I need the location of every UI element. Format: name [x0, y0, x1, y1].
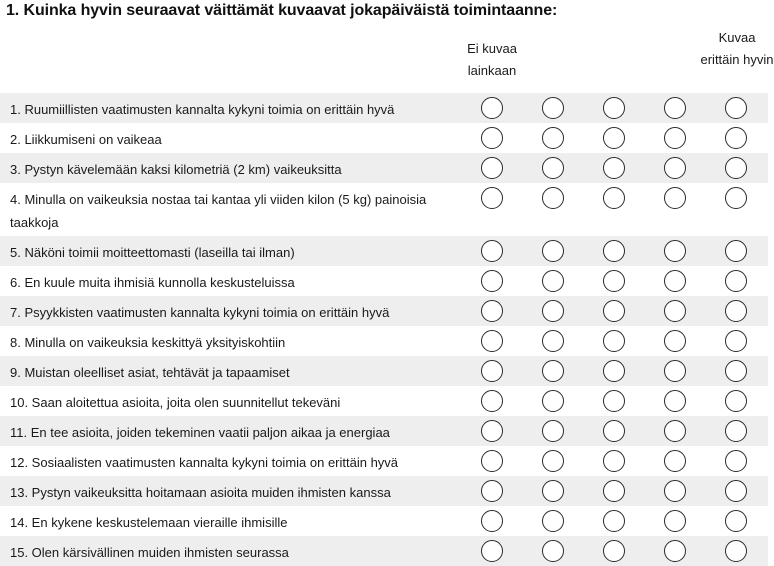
statement-row — [0, 506, 768, 536]
rating-radio-3[interactable] — [603, 450, 625, 472]
rating-radio-1[interactable] — [481, 360, 503, 382]
rating-radio-3[interactable] — [603, 360, 625, 382]
rating-radio-5[interactable] — [725, 390, 747, 412]
rating-radio-4[interactable] — [664, 360, 686, 382]
rating-radio-5[interactable] — [725, 360, 747, 382]
rating-radio-1[interactable] — [481, 97, 503, 119]
rating-radio-4[interactable] — [664, 127, 686, 149]
rating-radio-3[interactable] — [603, 510, 625, 532]
statement-list — [0, 93, 768, 566]
statement-row — [0, 296, 768, 326]
rating-radio-3[interactable] — [603, 480, 625, 502]
statement-row — [0, 416, 768, 446]
statement-text: 11. En tee asioita, joiden tekeminen vaatii paljon aikaa ja energiaa — [10, 425, 390, 440]
rating-radio-1[interactable] — [481, 480, 503, 502]
statement-text: 12. Sosiaalisten vaatimusten kannalta kykyni toimia on erittäin hyvä — [10, 455, 399, 470]
statement-row — [0, 356, 768, 386]
rating-radio-4[interactable] — [664, 157, 686, 179]
statement-row — [0, 153, 768, 183]
statement-row — [0, 536, 768, 566]
statement-row — [0, 183, 768, 236]
rating-radio-4[interactable] — [664, 240, 686, 262]
rating-radio-4[interactable] — [664, 390, 686, 412]
rating-radio-2[interactable] — [542, 187, 564, 209]
rating-radio-5[interactable] — [725, 240, 747, 262]
rating-radio-3[interactable] — [603, 420, 625, 442]
rating-radio-1[interactable] — [481, 270, 503, 292]
rating-radio-4[interactable] — [664, 480, 686, 502]
rating-radio-4[interactable] — [664, 540, 686, 562]
rating-radio-5[interactable] — [725, 157, 747, 179]
statement-row — [0, 266, 768, 296]
rating-radio-5[interactable] — [725, 300, 747, 322]
statement-text: 3. Pystyn kävelemään kaksi kilometriä (2 km) vaikeuksitta — [10, 162, 342, 177]
rating-radio-5[interactable] — [725, 330, 747, 352]
rating-radio-2[interactable] — [542, 480, 564, 502]
rating-radio-5[interactable] — [725, 97, 747, 119]
rating-radio-4[interactable] — [664, 97, 686, 119]
statement-text: 8. Minulla on vaikeuksia keskittyä yksityiskohtiin — [10, 335, 286, 350]
rating-radio-1[interactable] — [481, 390, 503, 412]
rating-radio-3[interactable] — [603, 300, 625, 322]
rating-radio-2[interactable] — [542, 97, 564, 119]
rating-radio-2[interactable] — [542, 450, 564, 472]
rating-radio-3[interactable] — [603, 540, 625, 562]
statement-row — [0, 476, 768, 506]
scale-max-label: Kuvaa erittäin hyvin — [700, 30, 774, 67]
statement-text: 1. Ruumiillisten vaatimusten kannalta kykyni toimia on erittäin hyvä — [10, 102, 395, 117]
rating-radio-3[interactable] — [603, 390, 625, 412]
rating-radio-5[interactable] — [725, 540, 747, 562]
rating-radio-5[interactable] — [725, 450, 747, 472]
rating-radio-4[interactable] — [664, 270, 686, 292]
statement-text: 7. Psyykkisten vaatimusten kannalta kykyni toimia on erittäin hyvä — [10, 305, 390, 320]
rating-radio-4[interactable] — [664, 510, 686, 532]
statement-row — [0, 326, 768, 356]
rating-radio-1[interactable] — [481, 240, 503, 262]
rating-radio-2[interactable] — [542, 420, 564, 442]
rating-radio-3[interactable] — [603, 270, 625, 292]
rating-radio-1[interactable] — [481, 127, 503, 149]
rating-radio-3[interactable] — [603, 157, 625, 179]
statement-text: 4. Minulla on vaikeuksia nostaa tai kantaa yli viiden kilon (5 kg) painoisia taakkoja — [10, 192, 427, 230]
rating-radio-1[interactable] — [481, 300, 503, 322]
rating-radio-5[interactable] — [725, 420, 747, 442]
rating-radio-1[interactable] — [481, 420, 503, 442]
rating-radio-2[interactable] — [542, 157, 564, 179]
statement-row — [0, 123, 768, 153]
rating-radio-4[interactable] — [664, 420, 686, 442]
statement-text: 10. Saan aloitettua asioita, joita olen suunnitellut tekeväni — [10, 395, 341, 410]
rating-radio-2[interactable] — [542, 510, 564, 532]
rating-radio-5[interactable] — [725, 480, 747, 502]
statement-text: 6. En kuule muita ihmisiä kunnolla keskusteluissa — [10, 275, 295, 290]
scale-min-label: Ei kuvaa lainkaan — [467, 41, 517, 78]
rating-radio-2[interactable] — [542, 240, 564, 262]
rating-radio-1[interactable] — [481, 330, 503, 352]
rating-radio-3[interactable] — [603, 240, 625, 262]
statement-row — [0, 446, 768, 476]
statement-text: 2. Liikkumiseni on vaikeaa — [10, 132, 162, 147]
rating-radio-2[interactable] — [542, 540, 564, 562]
statement-row — [0, 93, 768, 123]
rating-radio-2[interactable] — [542, 300, 564, 322]
rating-radio-3[interactable] — [603, 97, 625, 119]
statement-text: 9. Muistan oleelliset asiat, tehtävät ja tapaamiset — [10, 365, 290, 380]
question-title: 1. Kuinka hyvin seuraavat väittämät kuvaavat jokapäiväistä toimintaanne: — [6, 2, 558, 19]
rating-radio-2[interactable] — [542, 270, 564, 292]
statement-row — [0, 386, 768, 416]
rating-radio-4[interactable] — [664, 330, 686, 352]
statement-row — [0, 236, 768, 266]
rating-radio-1[interactable] — [481, 540, 503, 562]
rating-radio-5[interactable] — [725, 187, 747, 209]
rating-radio-4[interactable] — [664, 450, 686, 472]
rating-radio-1[interactable] — [481, 187, 503, 209]
rating-radio-2[interactable] — [542, 127, 564, 149]
statement-text: 5. Näköni toimii moitteettomasti (laseilla tai ilman) — [10, 245, 295, 260]
rating-radio-1[interactable] — [481, 450, 503, 472]
statement-text: 14. En kykene keskustelemaan vieraille ihmisille — [10, 515, 288, 530]
rating-radio-2[interactable] — [542, 360, 564, 382]
rating-radio-3[interactable] — [603, 330, 625, 352]
statement-text: 15. Olen kärsivällinen muiden ihmisten seurassa — [10, 545, 289, 560]
rating-radio-1[interactable] — [481, 510, 503, 532]
rating-radio-5[interactable] — [725, 510, 747, 532]
rating-radio-1[interactable] — [481, 157, 503, 179]
rating-radio-3[interactable] — [603, 127, 625, 149]
rating-radio-4[interactable] — [664, 187, 686, 209]
rating-radio-3[interactable] — [603, 187, 625, 209]
rating-radio-5[interactable] — [725, 270, 747, 292]
statement-text: 13. Pystyn vaikeuksitta hoitamaan asioita muiden ihmisten kanssa — [10, 485, 391, 500]
rating-radio-2[interactable] — [542, 390, 564, 412]
rating-radio-4[interactable] — [664, 300, 686, 322]
rating-radio-2[interactable] — [542, 330, 564, 352]
rating-radio-5[interactable] — [725, 127, 747, 149]
